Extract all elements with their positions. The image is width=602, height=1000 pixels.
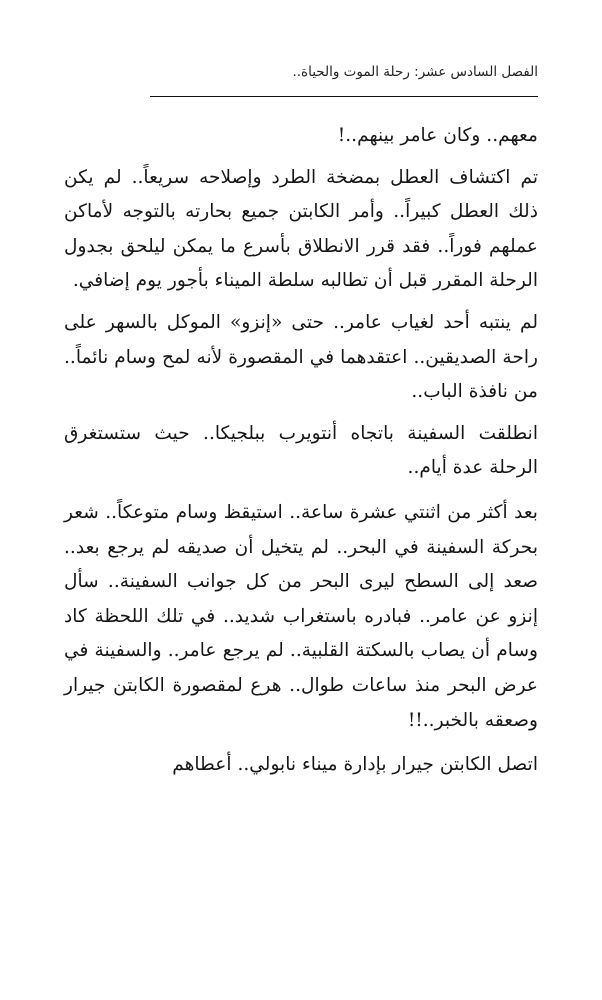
paragraph-4: انطلقت السفينة باتجاه أنتويرب ببلجيكا.. حيث ستستغرق الرحلة عدة أيام.. <box>64 422 538 479</box>
paragraph-1: معهم.. وكان عامر بينهم..! <box>337 125 538 146</box>
running-header-title: الفصل السادس عشر: رحلة الموت والحياة.. <box>292 64 538 80</box>
running-header <box>138 62 538 82</box>
paragraph-2: تم اكتشاف العطل بمضخة الطرد وإصلاحه سريعاً.. لم يكن ذلك العطل كبيراً.. وأمر الكابتن جميع بحارته بالتوجه لأماكن عملهم فوراً.. فقد قرر الانطلاق بأسرع ما يمكن ليلحق بجدول الرحلة المقرر قبل أن تطالبه سلطة الميناء بأجور يوم إضافي. <box>64 166 538 292</box>
paragraph-5: بعد أكثر من اثنتي عشرة ساعة.. استيقظ وسام متوعكاً.. شعر بحركة السفينة في البحر.. لم يتخيل أن صديقه لم يرجع بعد.. صعد إلى السطح ليرى البحر من كل جوانب السفينة.. سأل إنزو عن عامر.. فبادره باستغراب شديد.. في تلك اللحظة كاد وسام أن يصاب بالسكتة القلبية.. لم يرجع عامر.. والسفينة في عرض البحر منذ ساعات طوال.. هرع لمقصورة الكابتن جيرار وصعقه بالخبر..!! <box>64 501 538 731</box>
header-divider <box>150 96 538 97</box>
page-body <box>64 119 538 783</box>
paragraph-3: لم ينتبه أحد لغياب عامر.. حتى «إنزو» الموكل بالسهر على راحة الصديقين.. اعتقدهما في المقصورة لأنه لمح وسام نائماً.. من نافذة الباب.. <box>64 311 538 403</box>
paragraph-6: اتصل الكابتن جيرار بإدارة ميناء نابولي.. أعطاهم <box>172 754 538 776</box>
